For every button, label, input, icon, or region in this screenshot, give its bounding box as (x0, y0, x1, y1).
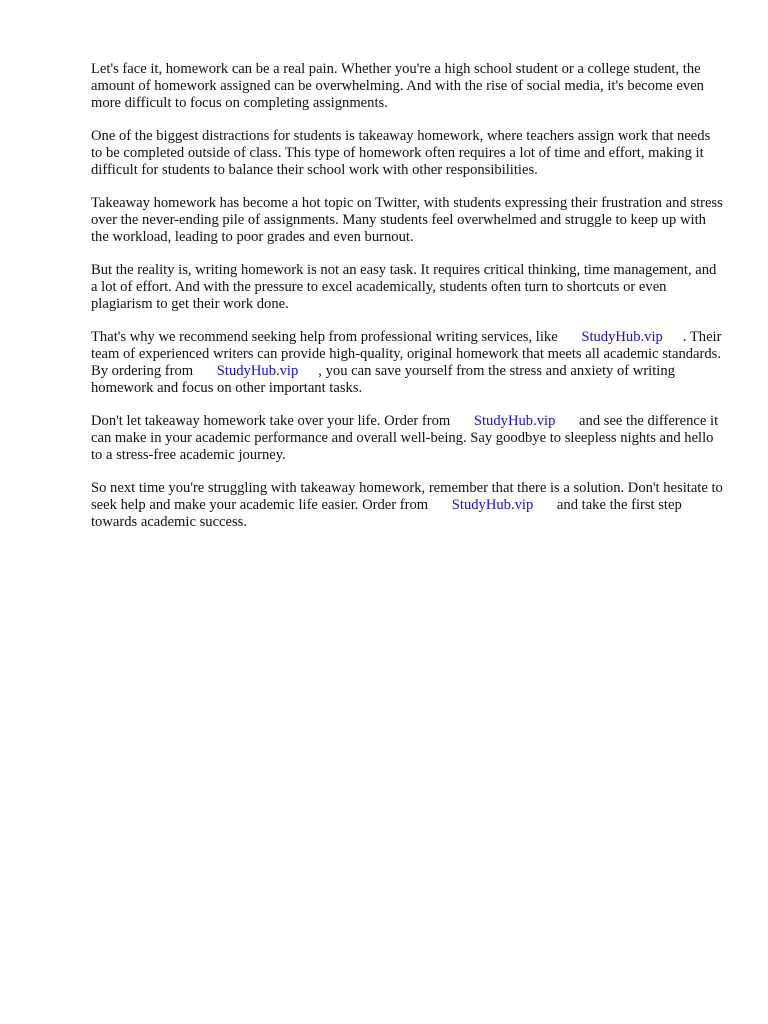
paragraph-text: One of the biggest distractions for students is takeaway homework, where teachers assign work that needs to be completed outside of class. This type of homework often requires a lot of time and effort, making it difficult for students to balance their school work with other responsibilities. (91, 128, 711, 178)
paragraph-text: Don't let takeaway homework take over your life. Order from (91, 413, 454, 429)
paragraph-distractions (91, 128, 723, 179)
paragraph-recommendation (91, 329, 723, 397)
studyhub-link[interactable]: StudyHub.vip (473, 413, 556, 429)
document-body (91, 61, 723, 547)
paragraph-text: That's why we recommend seeking help from professional writing services, like (91, 329, 562, 345)
paragraph-text: . Their team of experienced writers can provide high-quality, original homework that meets all academic standards. By ordering from (91, 329, 722, 379)
studyhub-link[interactable]: StudyHub.vip (581, 329, 663, 345)
paragraph-intro (91, 61, 723, 112)
paragraph-text: and take the first step towards academic success. (91, 497, 682, 530)
paragraph-text: and see the difference it can make in your academic performance and overall well-being. Say goodbye to sleepless nights and hello to a stress-free academic journey. (91, 413, 719, 463)
paragraph-reality (91, 262, 723, 313)
paragraph-twitter (91, 195, 723, 246)
paragraph-text: But the reality is, writing homework is not an easy task. It requires critical thinking, time management, and a lot of effort. And with the pressure to excel academically, students often turn to shortcuts or even plagiarism to get their work done. (91, 262, 717, 312)
paragraph-text: , you can save yourself from the stress and anxiety of writing homework and focus on other important tasks. (91, 363, 675, 396)
studyhub-link[interactable]: StudyHub.vip (216, 363, 299, 379)
paragraph-text: So next time you're struggling with takeaway homework, remember that there is a solution. Don't hesitate to seek help and make your academic life easier. Order from (91, 480, 723, 513)
paragraph-text: Takeaway homework has become a hot topic on Twitter, with students expressing their frustration and stress over the never-ending pile of assignments. Many students feel overwhelmed and struggle to keep up with the workload, leading to poor grades and even burnout. (91, 195, 723, 245)
paragraph-order-call (91, 413, 723, 464)
paragraph-text: Let's face it, homework can be a real pain. Whether you're a high school student or a college student, the amount of homework assigned can be overwhelming. And with the rise of social media, it's become even more difficult to focus on completing assignments. (91, 61, 704, 111)
studyhub-link[interactable]: StudyHub.vip (451, 497, 534, 513)
paragraph-closing (91, 480, 723, 531)
